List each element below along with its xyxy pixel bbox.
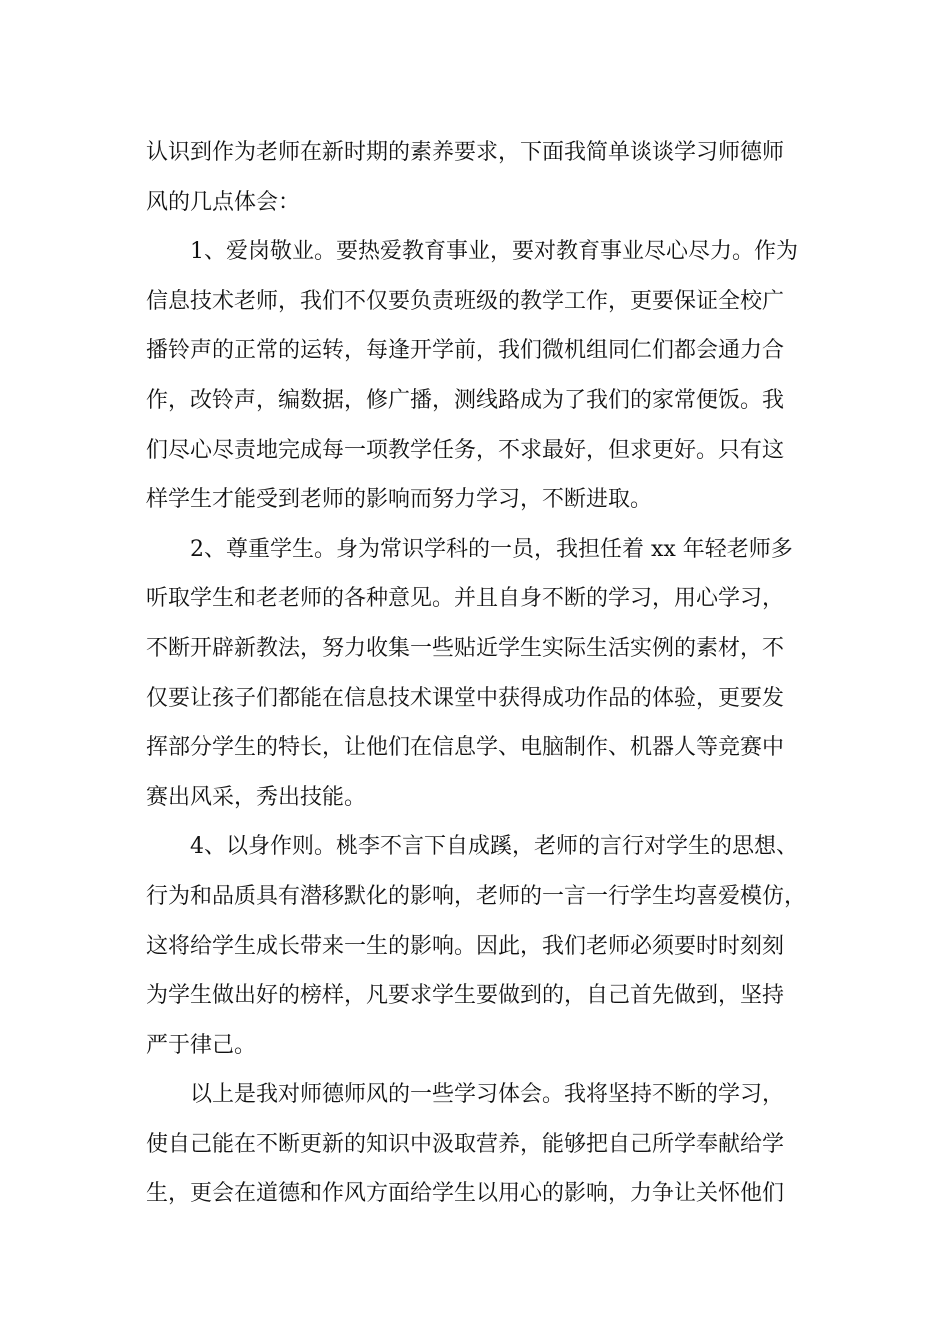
paragraph-point-4 [146, 822, 810, 1070]
text-line: 样学生才能受到老师的影响而努力学习，不断进取。 [146, 487, 653, 513]
document-body [146, 128, 810, 1219]
text-line: 为学生做出好的榜样，凡要求学生要做到的，自己首先做到，坚持 [146, 983, 785, 1009]
text-line: 生，更会在道德和作风方面给学生以用心的影响，力争让关怀他们 [146, 1181, 785, 1207]
text-line: 不断开辟新教法，努力收集一些贴近学生实际生活实例的素材，不 [146, 635, 785, 661]
text-line: 认识到作为老师在新时期的素养要求，下面我简单谈谈学习师德师 [146, 140, 785, 165]
paragraph-intro [146, 128, 810, 227]
paragraph-point-1 [146, 227, 810, 525]
text-line: 1、爱岗敬业。要热爱教育事业，要对教育事业尽心尽力。作为 [190, 239, 798, 265]
text-line: 使自己能在不断更新的知识中汲取营养，能够把自己所学奉献给学 [146, 1131, 785, 1157]
text-line: 风的几点体会： [146, 189, 301, 215]
text-line: 赛出风采，秀出技能。 [146, 784, 367, 810]
paragraph-conclusion [146, 1070, 810, 1219]
text-line: 们尽心尽责地完成每一项教学任务，不求最好，但求更好。只有这 [146, 437, 785, 463]
text-line: 信息技术老师，我们不仅要负责班级的教学工作，更要保证全校广 [146, 288, 785, 314]
text-line: 严于律己。 [146, 1032, 257, 1058]
text-line: 2、尊重学生。身为常识学科的一员，我担任着 xx 年轻老师多 [190, 536, 793, 562]
text-line: 这将给学生成长带来一生的影响。因此，我们老师必须要时时刻刻 [146, 933, 785, 959]
text-line: 4、以身作则。桃李不言下自成蹊，老师的言行对学生的思想、 [190, 834, 798, 860]
text-line: 行为和品质具有潜移默化的影响，老师的一言一行学生均喜爱模仿， [146, 883, 807, 909]
text-line: 仅要让孩子们都能在信息技术课堂中获得成功作品的体验，更要发 [146, 685, 785, 711]
text-line: 听取学生和老老师的各种意见。并且自身不断的学习，用心学习， [146, 586, 785, 612]
text-line: 播铃声的正常的运转，每逢开学前，我们微机组同仁们都会通力合 [146, 338, 785, 364]
text-line: 挥部分学生的特长，让他们在信息学、电脑制作、机器人等竞赛中 [146, 735, 785, 761]
text-line: 作，改铃声，编数据，修广播，测线路成为了我们的家常便饭。我 [146, 387, 785, 413]
text-line: 以上是我对师德师风的一些学习体会。我将坚持不断的学习， [190, 1082, 785, 1108]
paragraph-point-2 [146, 525, 810, 823]
